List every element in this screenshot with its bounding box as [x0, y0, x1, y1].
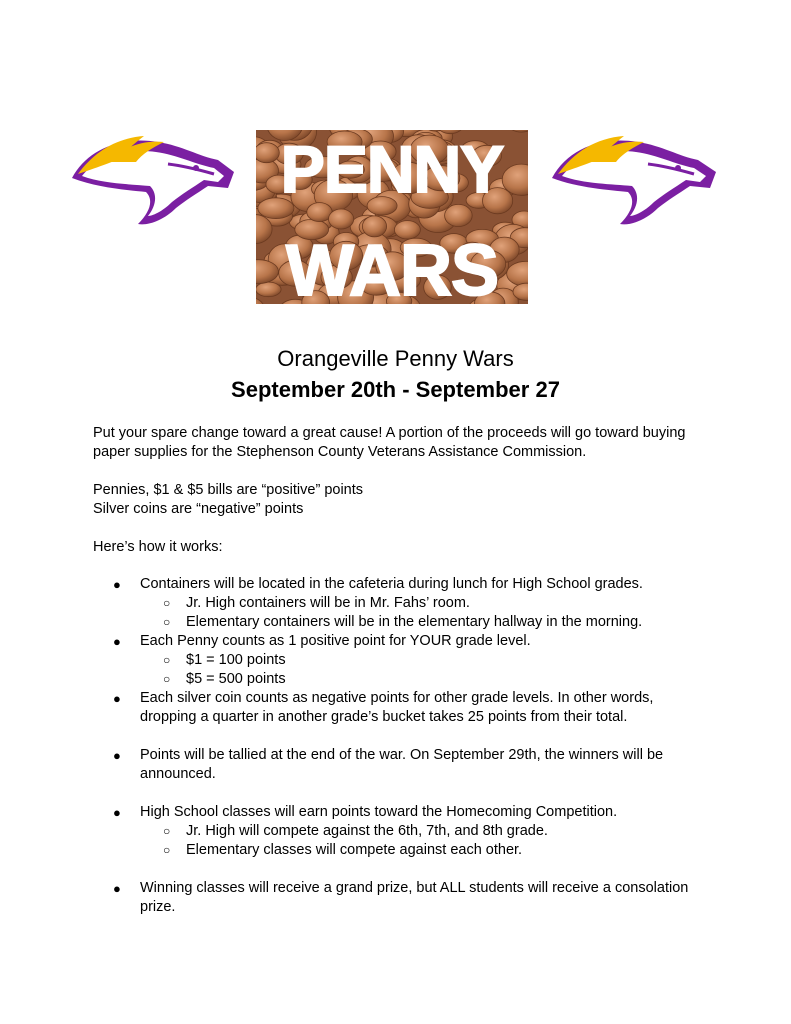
sub-list-item-text: Jr. High will compete against the 6th, 7th, and 8th grade.: [186, 823, 548, 839]
list-item-text: Each silver coin counts as negative points for other grade levels. In other words,: [140, 690, 654, 706]
list-item: [93, 803, 713, 822]
sub-list-item: [93, 651, 713, 670]
penny-coin: [256, 282, 281, 297]
sub-bullet-icon: ○: [163, 596, 171, 610]
event-dates: September 20th - September 27: [231, 377, 560, 402]
bullet-icon: ●: [113, 691, 121, 706]
bronco-logo-right: [548, 128, 720, 228]
negative-points-text: Silver coins are “negative” points: [93, 501, 304, 517]
intro-line: paper supplies for the Stephenson County Veterans Assistance Commission.: [93, 444, 587, 460]
list-item: [93, 879, 713, 917]
bullet-icon: ●: [113, 805, 121, 820]
list-item-text: High School classes will earn points toward the Homecoming Competition.: [140, 804, 618, 820]
list-item: [93, 689, 713, 727]
sub-bullet-icon: ○: [163, 653, 171, 667]
sub-bullet-icon: ○: [163, 824, 171, 838]
sub-bullet-icon: ○: [163, 672, 171, 686]
sub-list-item: [93, 822, 713, 841]
list-item-text: announced.: [140, 766, 216, 782]
positive-points-text: Pennies, $1 & $5 bills are “positive” points: [93, 482, 364, 498]
sub-list-item: [93, 670, 713, 689]
page-title: Orangeville Penny Wars: [277, 346, 514, 371]
banner-word-wars: WARS: [286, 231, 498, 304]
bullet-icon: ●: [113, 748, 121, 763]
list-item: [93, 575, 713, 594]
list-item-text: Points will be tallied at the end of the war. On September 29th, the winners will be: [140, 747, 664, 763]
sub-list-item-text: $1 = 100 points: [186, 652, 286, 668]
list-item-text: Each Penny counts as 1 positive point for YOUR grade level.: [140, 633, 531, 649]
list-item-text: Winning classes will receive a grand prize, but ALL students will receive a consolation: [140, 880, 689, 896]
list-item: [93, 632, 713, 651]
bronco-logo-left: [68, 128, 238, 228]
list-item-text: dropping a quarter in another grade’s bucket takes 25 points from their total.: [140, 709, 628, 725]
sub-list-item-text: Elementary containers will be in the elementary hallway in the morning.: [186, 614, 643, 630]
list-item: [93, 746, 713, 784]
sub-bullet-icon: ○: [163, 615, 171, 629]
banner-word-penny: PENNY: [280, 132, 504, 206]
penny-wars-banner: [256, 130, 528, 304]
bullet-icon: ●: [113, 577, 121, 592]
how-it-works-heading: Here’s how it works:: [93, 539, 223, 555]
penny-coin: [256, 143, 279, 163]
intro-line: Put your spare change toward a great cause! A portion of the proceeds will go toward buying: [93, 425, 686, 441]
penny-coin: [445, 204, 473, 226]
penny-coin: [329, 209, 354, 229]
bullet-icon: ●: [113, 634, 121, 649]
rules-list: [93, 575, 713, 917]
sub-list-item-text: Jr. High containers will be in Mr. Fahs’ room.: [186, 595, 470, 611]
list-item-text: prize.: [140, 899, 176, 915]
points-info: [93, 481, 713, 519]
sub-list-item-text: Elementary classes will compete against each other.: [186, 842, 523, 858]
intro-paragraph: [93, 424, 713, 462]
sub-list-item-text: $5 = 500 points: [186, 671, 286, 687]
sub-bullet-icon: ○: [163, 843, 171, 857]
bullet-icon: ●: [113, 881, 121, 896]
sub-list-item: [93, 613, 713, 632]
sub-list-item: [93, 841, 713, 860]
sub-list-item: [93, 594, 713, 613]
list-item-text: Containers will be located in the cafeteria during lunch for High School grades.: [140, 576, 643, 592]
